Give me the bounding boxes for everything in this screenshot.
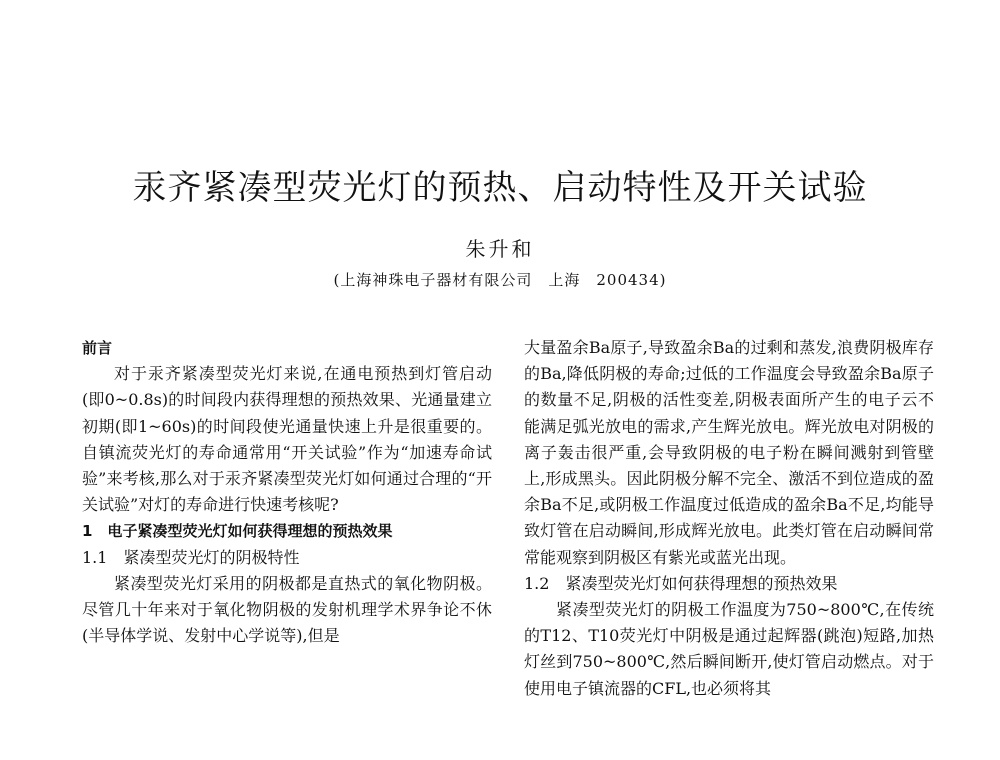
continued-paragraph: 大量盈余Ba原子,导致盈余Ba的过剩和蒸发,浪费阴极库存的Ba,降低阴极的寿命;过低的工作温度会导致盈余Ba原子的数量不足,阴极的活性变差,阴极表面所产生的电子云不能满足弧光放电的需求,产生辉光放电。辉光放电对阴极的离子轰击很严重,会导致阴极的电子粉在瞬间溅射到管壁上,形成黑头。因此阴极分解不完全、激活不到位造成的盈余Ba不足,或阴极工作温度过低造成的盈余Ba不足,均能导致灯管在启动瞬间,形成辉光放电。此类灯管在启动瞬间常常能观察到阴极区有紫光或蓝光出现。 [524,338,934,567]
paper-title: 汞齐紧凑型荧光灯的预热、启动特性及开关试验 [132,168,868,208]
section-1-1-paragraph: 紧凑型荧光灯采用的阴极都是直热式的氧化物阴极。尽管几十年来对于氧化物阴极的发射机理学术界争论不休(半导体学说、发射中心学说等),但是 [82,573,492,646]
right-column [524,335,934,702]
author-affiliation: (上海神珠电子器材有限公司 上海 200434) [333,271,667,289]
intro-heading: 前言 [82,339,113,357]
section-1-2-paragraph: 紧凑型荧光灯的阴极工作温度为750~800℃,在传统的T12、T10荧光灯中阴极是通过起辉器(跳泡)短路,加热灯丝到750~800℃,然后瞬间断开,使灯管启动燃点。对于使用电子镇流器的CFL,也必须将其 [524,600,934,698]
section-1-2-heading: 1.2 紧凑型荧光灯如何获得理想的预热效果 [524,573,838,593]
author-name: 朱升和 [465,237,535,261]
intro-paragraph: 对于汞齐紧凑型荧光灯来说,在通电预热到灯管启动(即0~0.8s)的时间段内获得理想的预热效果、光通量建立初期(即1~60s)的时间段使光通量快速上升是很重要的。自镇流荧光灯的寿命通常用“开关试验”作为“加速寿命试验”来考核,那么对于汞齐紧凑型荧光灯如何通过合理的“开关试验”对灯的寿命进行快速考核呢? [82,364,492,515]
left-column [82,335,492,649]
section-1-1-heading: 1.1 紧凑型荧光灯的阴极特性 [82,547,300,567]
section-1-heading: 1 电子紧凑型荧光灯如何获得理想的预热效果 [82,522,393,541]
